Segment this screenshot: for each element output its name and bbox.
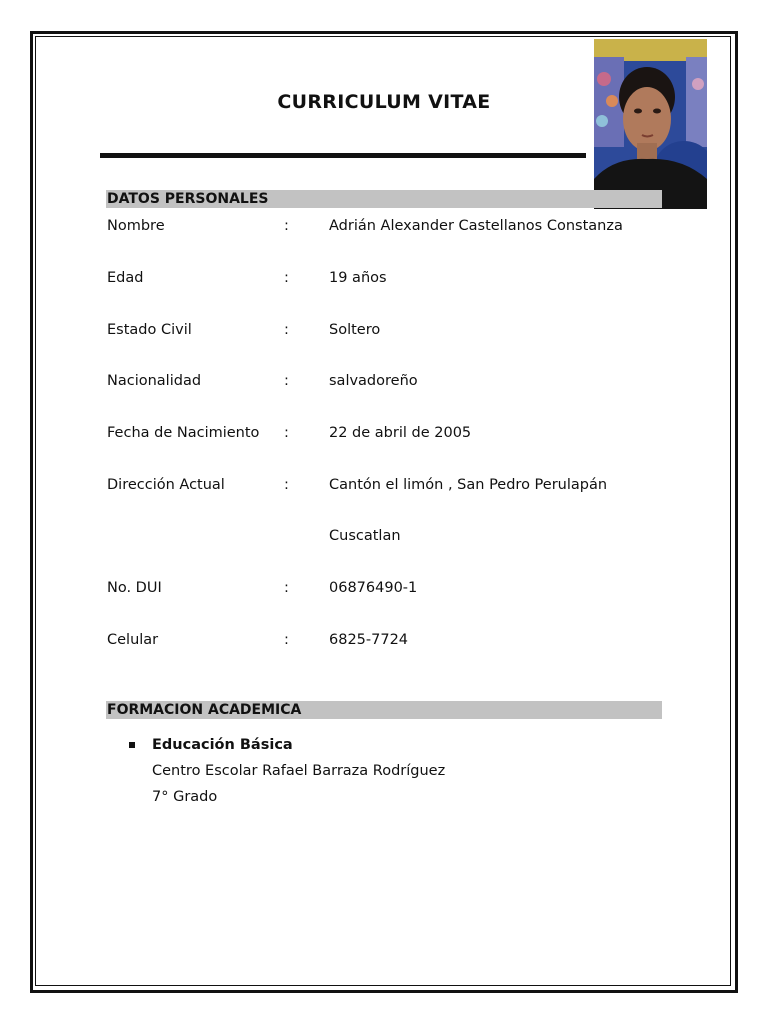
row-separator: :	[284, 270, 289, 286]
row-value: Soltero	[329, 322, 381, 338]
row-separator: :	[284, 218, 289, 234]
section-header-education: FORMACION ACADEMICA	[106, 701, 662, 719]
document-title: CURRICULUM VITAE	[277, 91, 491, 113]
row-separator: :	[284, 477, 289, 493]
profile-photo	[594, 39, 707, 209]
row-value: salvadoreño	[329, 373, 418, 389]
row-separator: :	[284, 425, 289, 441]
row-label: No. DUI	[107, 580, 162, 596]
row-label: Nombre	[107, 218, 165, 234]
row-label: Estado Civil	[107, 322, 192, 338]
row-value: Cuscatlan	[329, 528, 401, 544]
row-label: Nacionalidad	[107, 373, 202, 389]
education-school: Centro Escolar Rafael Barraza Rodríguez	[152, 763, 446, 779]
row-separator: :	[284, 373, 289, 389]
row-separator: :	[284, 632, 289, 648]
bullet-icon	[129, 742, 135, 748]
title-underline	[100, 153, 586, 158]
row-label: Celular	[107, 632, 159, 648]
row-label: Fecha de Nacimiento	[107, 425, 260, 441]
row-label: Edad	[107, 270, 144, 286]
row-value: 19 años	[329, 270, 387, 286]
row-value: Cantón el limón , San Pedro Perulapán	[329, 477, 608, 493]
row-value: 22 de abril de 2005	[329, 425, 472, 441]
row-label: Dirección Actual	[107, 477, 225, 493]
section-header-personal: DATOS PERSONALES	[106, 190, 662, 208]
row-value: 6825-7724	[329, 632, 409, 648]
row-separator: :	[284, 322, 289, 338]
profile-photo-icon	[594, 39, 707, 209]
row-value: Adrián Alexander Castellanos Constanza	[329, 218, 623, 234]
row-value: 06876490-1	[329, 580, 418, 596]
education-grade: 7° Grado	[152, 789, 218, 805]
education-level: Educación Básica	[152, 737, 293, 753]
row-separator: :	[284, 580, 289, 596]
